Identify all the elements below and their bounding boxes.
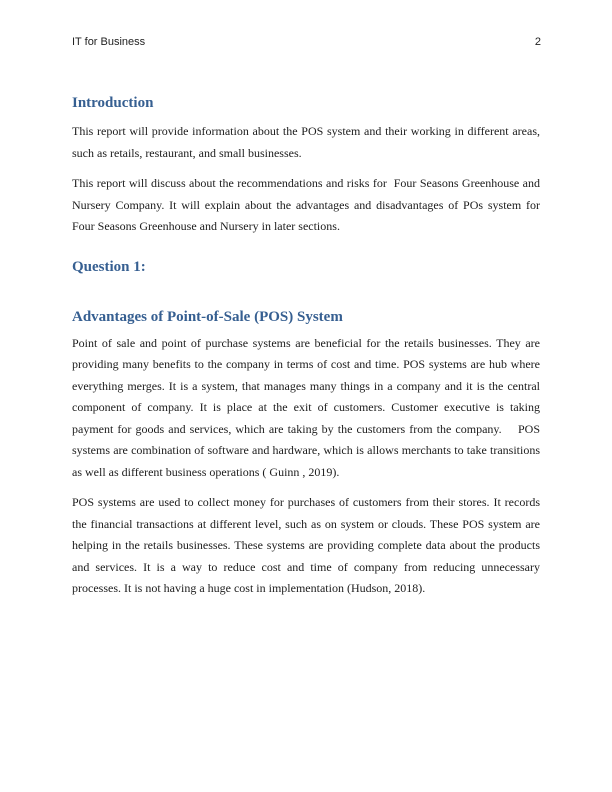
- intro-paragraph-1: This report will provide information about the POS system and their working in different areas, such as retails, restaurant, and small businesses.: [72, 124, 543, 160]
- page-number: 2: [534, 36, 541, 48]
- heading-introduction: Introduction: [72, 95, 154, 111]
- heading-question-1: Question 1:: [72, 258, 146, 275]
- document-body: [72, 94, 543, 600]
- advantages-paragraph-1: Point of sale and point of purchase systems are beneficial for the retails businesses. They are providing many benefits to the company in terms of cost and time. POS systems are hub where everything merges. It is a system, that manages many things in a company and it is the central component of company. It is place at the exit of customers. Customer executive is taking payment for goods and services, which are taking by the customers from the company. POS systems are combination of software and hardware, which is allows merchants to take transitions as well as different business operations ( Guinn , 2019).: [72, 335, 543, 479]
- header-title: IT for Business: [72, 36, 146, 48]
- advantages-paragraph-2: POS systems are used to collect money for purchases of customers from their stores. It records the financial transactions at different level, such as on system or clouds. These POS system are helping in the retails businesses. These systems are providing complete data about the products and services. It is a way to reduce cost and time of company from reducing unnecessary processes. It is not having a huge cost in implementation (Hudson, 2018).: [72, 495, 543, 595]
- heading-advantages-pos: Advantages of Point-of-Sale (POS) System: [72, 308, 343, 325]
- intro-paragraph-2: This report will discuss about the recommendations and risks for Four Seasons Greenhouse and Nursery Company. It will explain about the advantages and disadvantages of POs system for Four Seasons Greenhouse and Nursery in later sections.: [72, 176, 543, 233]
- page-header: [72, 36, 541, 48]
